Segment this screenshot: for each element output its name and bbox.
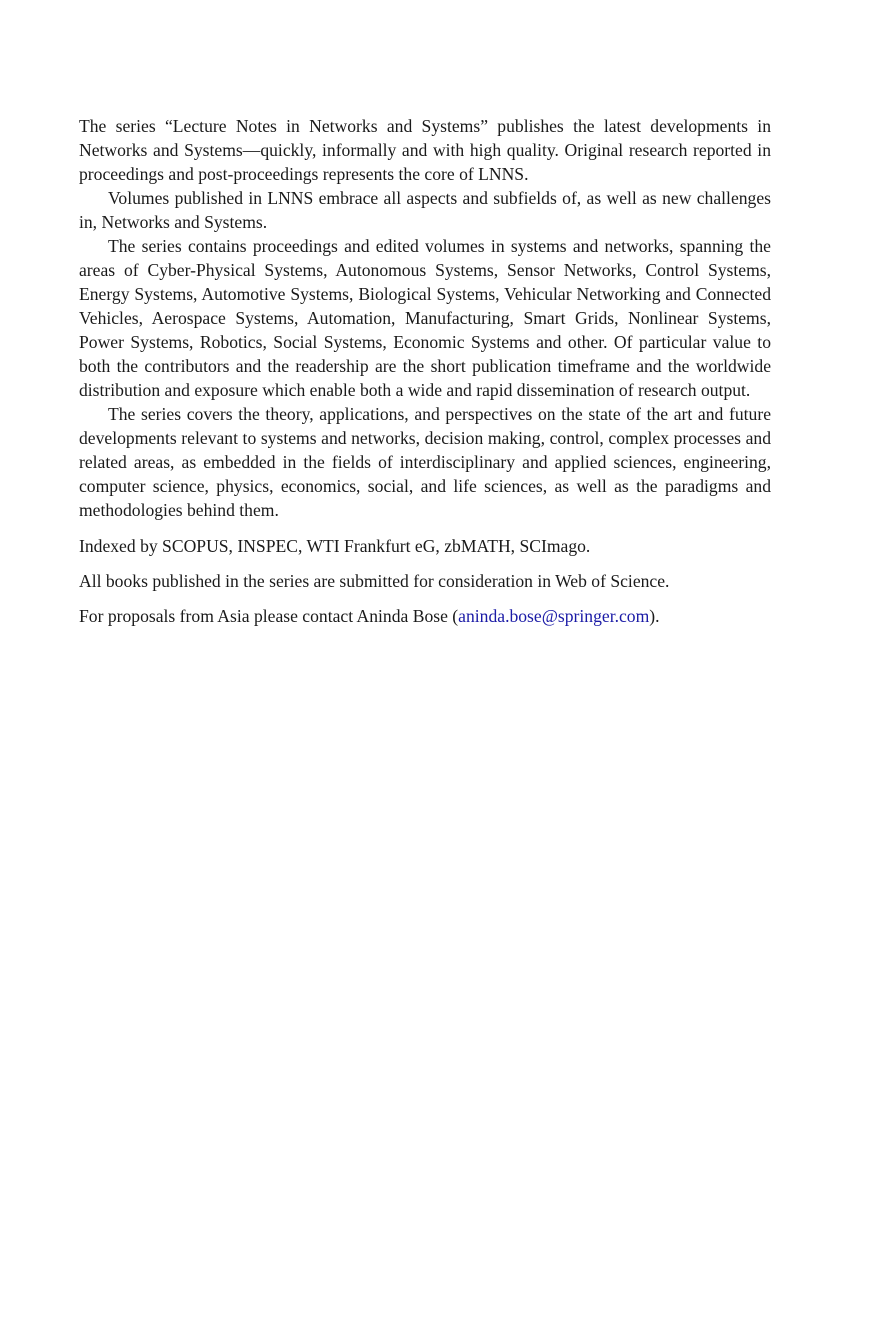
web-of-science-note: All books published in the series are submitted for consideration in Web of Science.: [79, 571, 670, 591]
scope-paragraph: Volumes published in LNNS embrace all aspects and subfields of, as well as new challenges in, Networks and Systems.: [79, 188, 771, 232]
intro-paragraph: The series “Lecture Notes in Networks and Systems” publishes the latest developments in Networks and Systems—quickly, informally and with high quality. Original research reported in proceedings and post-proceedings represents the core of LNNS.: [79, 116, 771, 184]
contact-note: [79, 604, 771, 628]
contact-email-link[interactable]: aninda.bose@springer.com: [458, 606, 650, 626]
contact-suffix: ).: [649, 606, 660, 626]
indexing-note: Indexed by SCOPUS, INSPEC, WTI Frankfurt eG, zbMATH, SCImago.: [79, 536, 591, 556]
coverage-paragraph: The series covers the theory, applications, and perspectives on the state of the art and future developments relevant to systems and networks, decision making, control, complex processes and related areas, as embedded in the fields of interdisciplinary and applied sciences, engineering, computer science, physics, economics, social, and life sciences, as well as the paradigms and methodologies behind them.: [79, 404, 771, 520]
contact-prefix: For proposals from Asia please contact Aninda Bose (: [79, 606, 459, 626]
series-description: [79, 114, 771, 628]
contents-paragraph: The series contains proceedings and edited volumes in systems and networks, spanning the areas of Cyber-Physical Systems, Autonomous Systems, Sensor Networks, Control Systems, Energy Systems, Automotive Systems, Biological Systems, Vehicular Networking and Connected Vehicles, Aerospace Systems, Automation, Manufacturing, Smart Grids, Nonlinear Systems, Power Systems, Robotics, Social Systems, Economic Systems and other. Of particular value to both the contributors and the readership are the short publication timeframe and the worldwide distribution and exposure which enable both a wide and rapid dissemination of research output.: [79, 236, 771, 400]
